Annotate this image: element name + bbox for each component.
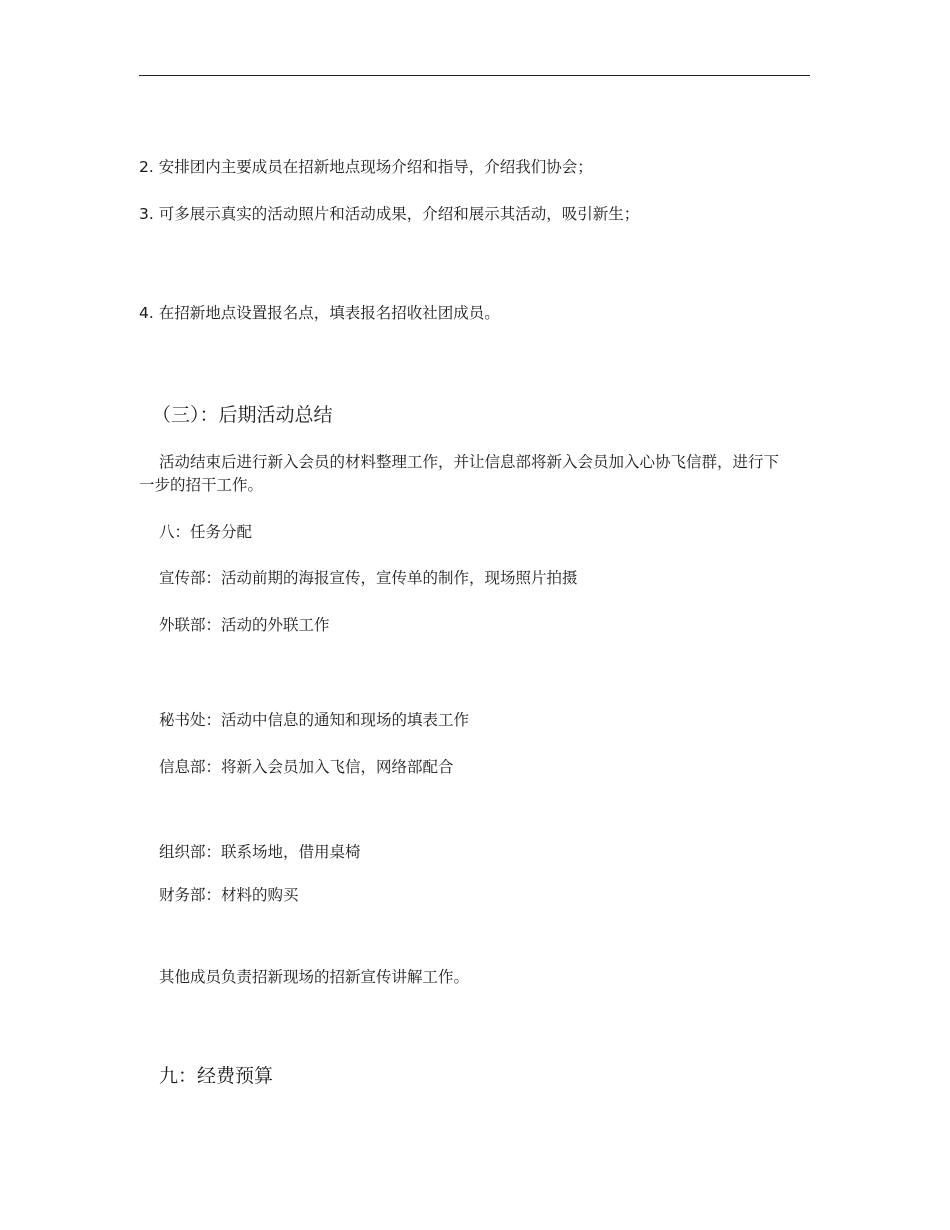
list-item-4: 4. 在招新地点设置报名点，填表报名招收社团成员。 bbox=[139, 304, 500, 322]
section-three-heading: （三）：后期活动总结 bbox=[152, 404, 333, 426]
list-item-3: 3. 可多展示真实的活动照片和活动成果，介绍和展示其活动，吸引新生； bbox=[139, 205, 640, 223]
list-item-2: 2. 安排团内主要成员在招新地点现场介绍和指导，介绍我们协会； bbox=[139, 158, 593, 176]
assignment-finance: 财务部：材料的购买 bbox=[159, 886, 299, 904]
section-eight-heading: 八：任务分配 bbox=[159, 523, 253, 541]
assignment-liaison: 外联部：活动的外联工作 bbox=[159, 616, 330, 634]
assignment-secretariat: 秘书处：活动中信息的通知和现场的填表工作 bbox=[159, 711, 470, 729]
header-rule bbox=[139, 75, 810, 76]
assignment-information: 信息部：将新入会员加入飞信，网络部配合 bbox=[159, 758, 454, 776]
assignment-publicity: 宣传部：活动前期的海报宣传，宣传单的制作，现场照片拍摄 bbox=[159, 569, 578, 587]
assignment-organization: 组织部：联系场地，借用桌椅 bbox=[159, 843, 361, 861]
section-three-paragraph: 活动结束后进行新入会员的材料整理工作，并让信息部将新入会员加入心协飞信群，进行下一步的招干工作。 bbox=[139, 453, 780, 494]
assignment-others: 其他成员负责招新现场的招新宣传讲解工作。 bbox=[159, 968, 470, 986]
section-nine-heading: 九：经费预算 bbox=[159, 1065, 274, 1087]
